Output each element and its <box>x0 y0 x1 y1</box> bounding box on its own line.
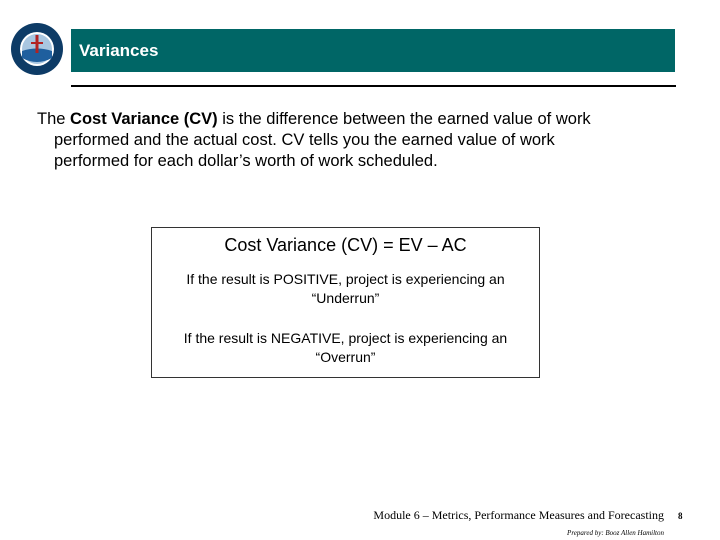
cost-variance-term: Cost Variance (CV) <box>70 110 218 128</box>
formula-box <box>151 227 540 378</box>
cv-formula: Cost Variance (CV) = EV – AC <box>224 235 467 255</box>
intro-line-1: The Cost Variance (CV) is the difference between the earned value of work <box>37 110 591 128</box>
negative-result-text: If the result is NEGATIVE, project is experiencing an “Overrun” <box>183 330 508 365</box>
intro-paragraph <box>37 109 677 172</box>
intro-line-2: performed and the actual cost. CV tells you the earned value of work <box>54 131 555 149</box>
footer-module-title: Module 6 – Metrics, Performance Measures and Forecasting <box>373 508 664 522</box>
title-bar <box>71 29 675 72</box>
title-divider <box>71 85 676 87</box>
intro-line-3: performed for each dollar’s worth of work scheduled. <box>54 152 438 170</box>
company-logo <box>10 22 64 76</box>
positive-result-text: If the result is POSITIVE, project is experiencing an “Underrun” <box>186 271 505 306</box>
page-number: 8 <box>678 511 683 521</box>
prepared-by-text: Prepared by: Booz Allen Hamilton <box>567 529 664 537</box>
page-title: Variances <box>79 40 159 60</box>
